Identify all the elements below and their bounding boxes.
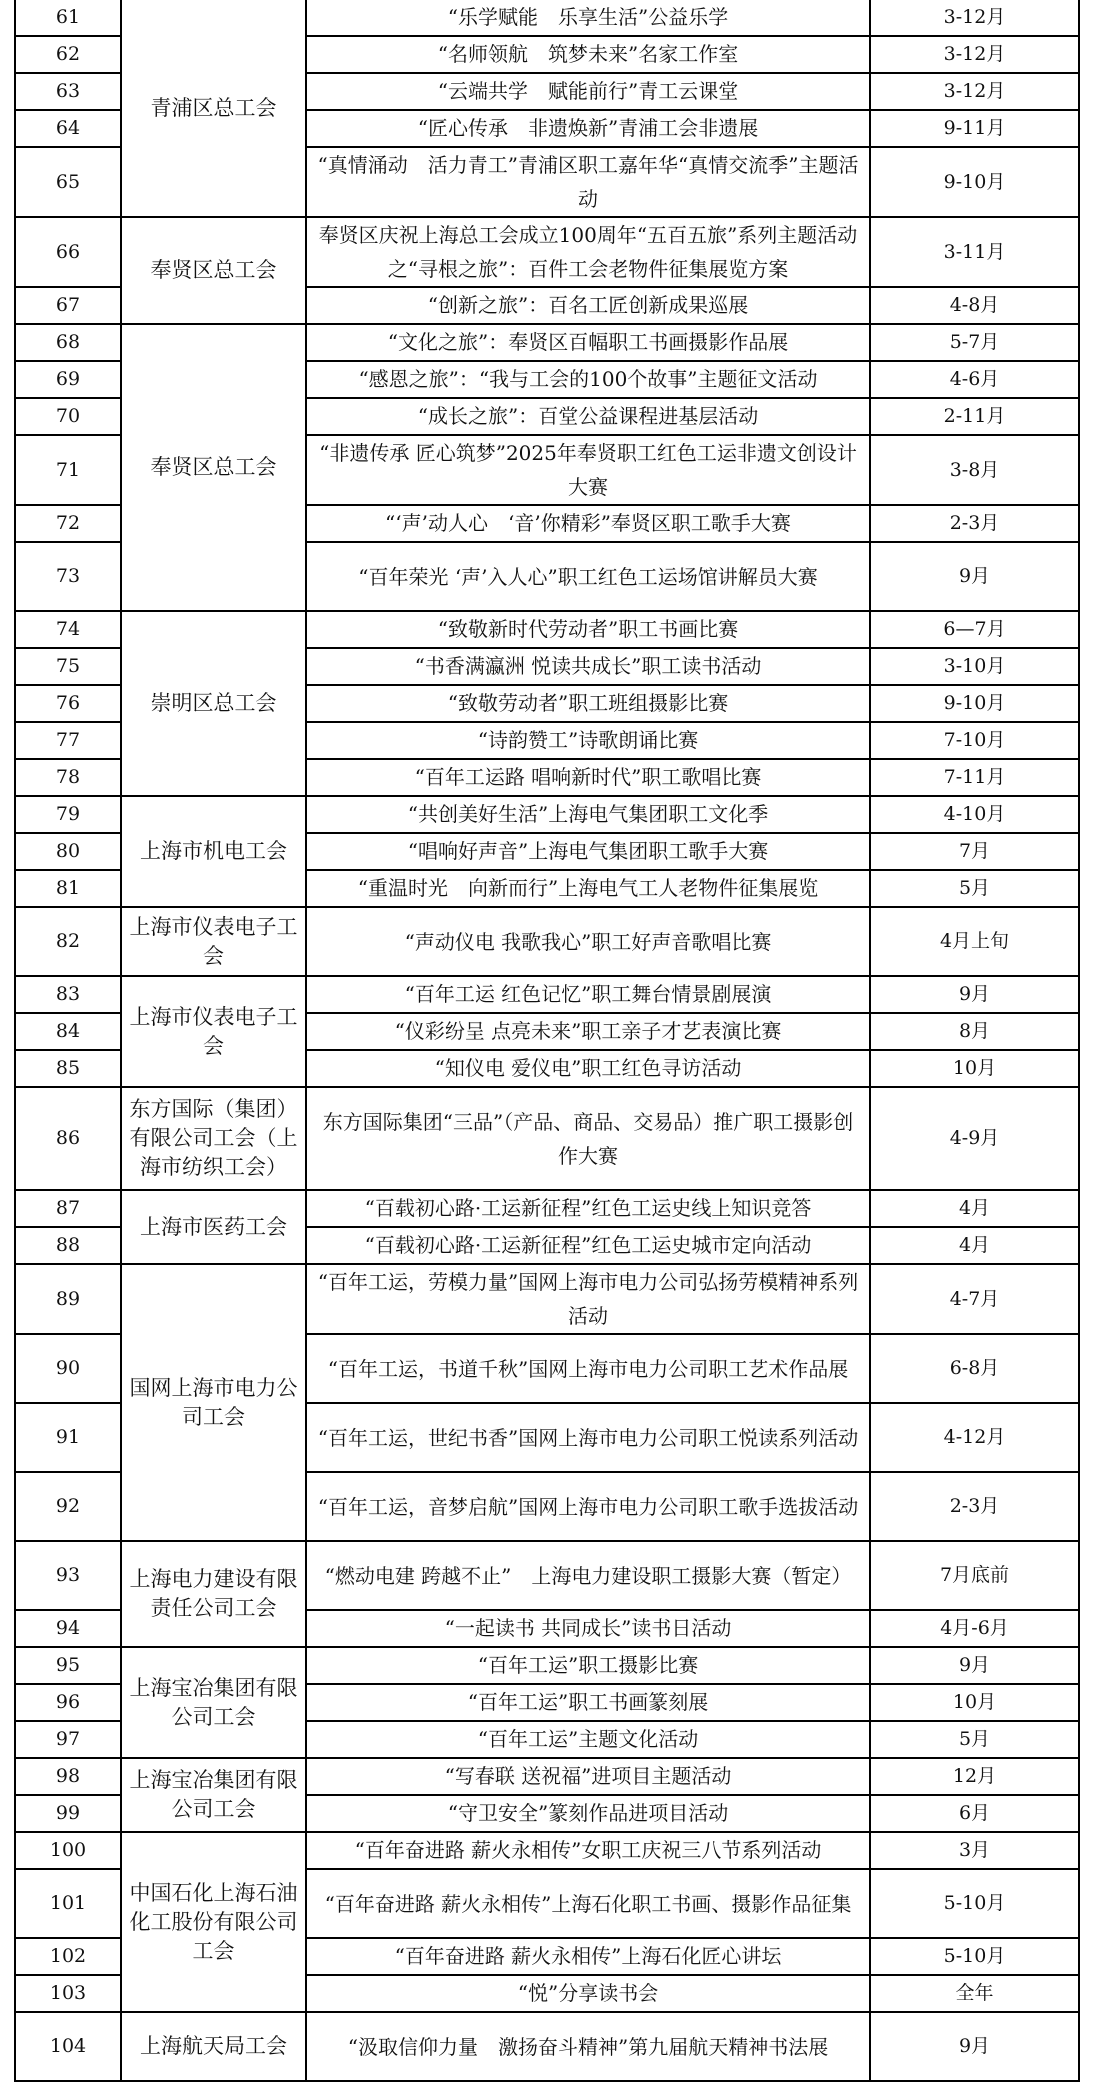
activity-name: “诗韵赞工”诗歌朗诵比赛 [306, 722, 870, 759]
row-number: 101 [15, 1869, 121, 1938]
activity-time: 7-10月 [870, 722, 1079, 759]
activity-name: “书香满瀛洲 悦读共成长”职工读书活动 [306, 648, 870, 685]
table-row [15, 324, 1079, 361]
activity-name: “非遗传承 匠心筑梦”2025年奉贤职工红色工运非遗文创设计大赛 [306, 435, 870, 505]
activity-name: “声动仪电 我歌我心”职工好声音歌唱比赛 [306, 907, 870, 976]
activity-name: “百年工运，世纪书香”国网上海市电力公司职工悦读系列活动 [306, 1403, 870, 1472]
activity-time: 3-12月 [870, 0, 1079, 36]
table-row [15, 217, 1079, 287]
activity-name: 东方国际集团“三品”（产品、商品、交易品）推广职工摄影创作大赛 [306, 1087, 870, 1190]
activity-time: 9月 [870, 542, 1079, 611]
organizer-cell: 国网上海市电力公司工会 [121, 1264, 306, 1541]
activity-time: 9-10月 [870, 147, 1079, 217]
activity-time: 6月 [870, 1795, 1079, 1832]
activity-time: 4-9月 [870, 1087, 1079, 1190]
activity-name: “重温时光 向新而行”上海电气工人老物件征集展览 [306, 870, 870, 907]
activity-time: 6-8月 [870, 1334, 1079, 1403]
activity-table-body [15, 0, 1079, 2081]
row-number: 80 [15, 833, 121, 870]
row-number: 79 [15, 796, 121, 833]
activity-time: 10月 [870, 1684, 1079, 1721]
row-number: 61 [15, 0, 121, 36]
row-number: 90 [15, 1334, 121, 1403]
organizer-cell: 上海宝冶集团有限公司工会 [121, 1758, 306, 1832]
activity-table [14, 0, 1080, 2082]
activity-time: 5月 [870, 1721, 1079, 1758]
row-number: 87 [15, 1190, 121, 1227]
table-row [15, 1541, 1079, 1610]
row-number: 104 [15, 2012, 121, 2081]
activity-name: “百年工运”职工书画篆刻展 [306, 1684, 870, 1721]
activity-time: 3-12月 [870, 73, 1079, 110]
table-row [15, 1087, 1079, 1190]
row-number: 62 [15, 36, 121, 73]
activity-time: 5-10月 [870, 1869, 1079, 1938]
table-row [15, 1758, 1079, 1795]
table-row [15, 611, 1079, 648]
table-row [15, 1190, 1079, 1227]
activity-name: “百年工运”职工摄影比赛 [306, 1647, 870, 1684]
activity-name: “百年工运路 唱响新时代”职工歌唱比赛 [306, 759, 870, 796]
row-number: 85 [15, 1050, 121, 1087]
row-number: 78 [15, 759, 121, 796]
row-number: 93 [15, 1541, 121, 1610]
activity-time: 4-10月 [870, 796, 1079, 833]
row-number: 67 [15, 287, 121, 324]
activity-name: “真情涌动 活力青工”青浦区职工嘉年华“真情交流季”主题活动 [306, 147, 870, 217]
organizer-cell: 上海电力建设有限责任公司工会 [121, 1541, 306, 1647]
activity-time: 7月底前 [870, 1541, 1079, 1610]
activity-time: 4月 [870, 1190, 1079, 1227]
row-number: 70 [15, 398, 121, 435]
activity-name: “守卫安全”篆刻作品进项目活动 [306, 1795, 870, 1832]
activity-name: “汲取信仰力量 激扬奋斗精神”第九届航天精神书法展 [306, 2012, 870, 2081]
activity-name: “燃动电建 跨越不止” 上海电力建设职工摄影大赛（暂定） [306, 1541, 870, 1610]
activity-time: 3-11月 [870, 217, 1079, 287]
activity-name: “百载初心路·工运新征程”红色工运史线上知识竞答 [306, 1190, 870, 1227]
activity-name: 奉贤区庆祝上海总工会成立100周年“五百五旅”系列主题活动之“寻根之旅”：百件工会老物件征集展览方案 [306, 217, 870, 287]
activity-time: 5月 [870, 870, 1079, 907]
activity-name: “百载初心路·工运新征程”红色工运史城市定向活动 [306, 1227, 870, 1264]
activity-time: 8月 [870, 1013, 1079, 1050]
activity-name: “百年奋进路 薪火永相传”女职工庆祝三八节系列活动 [306, 1832, 870, 1869]
organizer-cell: 上海市仪表电子工会 [121, 976, 306, 1087]
activity-name: “感恩之旅”：“我与工会的100个故事”主题征文活动 [306, 361, 870, 398]
table-row [15, 1647, 1079, 1684]
table-row [15, 0, 1079, 36]
row-number: 75 [15, 648, 121, 685]
organizer-cell: 奉贤区总工会 [121, 217, 306, 324]
activity-time: 2-3月 [870, 1472, 1079, 1541]
activity-time: 4月 [870, 1227, 1079, 1264]
row-number: 66 [15, 217, 121, 287]
row-number: 102 [15, 1938, 121, 1975]
activity-name: “名师领航 筑梦未来”名家工作室 [306, 36, 870, 73]
activity-name: “文化之旅”：奉贤区百幅职工书画摄影作品展 [306, 324, 870, 361]
activity-name: “唱响好声音”上海电气集团职工歌手大赛 [306, 833, 870, 870]
row-number: 89 [15, 1264, 121, 1334]
organizer-cell: 崇明区总工会 [121, 611, 306, 796]
organizer-cell: 上海宝冶集团有限公司工会 [121, 1647, 306, 1758]
activity-name: “百年工运，音梦启航”国网上海市电力公司职工歌手选拔活动 [306, 1472, 870, 1541]
activity-time: 5-7月 [870, 324, 1079, 361]
activity-time: 9-10月 [870, 685, 1079, 722]
activity-name: “乐学赋能 乐享生活”公益乐学 [306, 0, 870, 36]
row-number: 81 [15, 870, 121, 907]
organizer-cell: 奉贤区总工会 [121, 324, 306, 611]
row-number: 96 [15, 1684, 121, 1721]
activity-name: “致敬新时代劳动者”职工书画比赛 [306, 611, 870, 648]
organizer-cell: 上海市机电工会 [121, 796, 306, 907]
activity-name: “‘声’动人心 ‘音’你精彩”奉贤区职工歌手大赛 [306, 505, 870, 542]
activity-time: 2-3月 [870, 505, 1079, 542]
row-number: 77 [15, 722, 121, 759]
row-number: 97 [15, 1721, 121, 1758]
activity-time: 12月 [870, 1758, 1079, 1795]
activity-time: 9月 [870, 2012, 1079, 2081]
activity-name: “百年工运，书道千秋”国网上海市电力公司职工艺术作品展 [306, 1334, 870, 1403]
row-number: 74 [15, 611, 121, 648]
row-number: 95 [15, 1647, 121, 1684]
activity-name: “匠心传承 非遗焕新”青浦工会非遗展 [306, 110, 870, 147]
activity-name: “百年奋进路 薪火永相传”上海石化匠心讲坛 [306, 1938, 870, 1975]
table-row [15, 796, 1079, 833]
organizer-cell: 上海市医药工会 [121, 1190, 306, 1264]
activity-time: 5-10月 [870, 1938, 1079, 1975]
row-number: 84 [15, 1013, 121, 1050]
row-number: 65 [15, 147, 121, 217]
organizer-cell: 东方国际（集团）有限公司工会（上海市纺织工会） [121, 1087, 306, 1190]
activity-name: “一起读书 共同成长”读书日活动 [306, 1610, 870, 1647]
row-number: 63 [15, 73, 121, 110]
table-row [15, 907, 1079, 976]
activity-name: “知仪电 爱仪电”职工红色寻访活动 [306, 1050, 870, 1087]
activity-time: 7-11月 [870, 759, 1079, 796]
organizer-cell: 上海市仪表电子工会 [121, 907, 306, 976]
table-row [15, 976, 1079, 1013]
organizer-cell: 青浦区总工会 [121, 0, 306, 217]
organizer-cell: 中国石化上海石油化工股份有限公司工会 [121, 1832, 306, 2012]
row-number: 69 [15, 361, 121, 398]
activity-name: “百年工运，劳模力量”国网上海市电力公司弘扬劳模精神系列活动 [306, 1264, 870, 1334]
row-number: 76 [15, 685, 121, 722]
row-number: 103 [15, 1975, 121, 2012]
activity-name: “共创美好生活”上海电气集团职工文化季 [306, 796, 870, 833]
row-number: 100 [15, 1832, 121, 1869]
activity-name: “创新之旅”：百名工匠创新成果巡展 [306, 287, 870, 324]
activity-name: “仪彩纷呈 点亮未来”职工亲子才艺表演比赛 [306, 1013, 870, 1050]
table-row [15, 1832, 1079, 1869]
activity-time: 4-7月 [870, 1264, 1079, 1334]
activity-time: 3-8月 [870, 435, 1079, 505]
organizer-cell: 上海航天局工会 [121, 2012, 306, 2081]
activity-name: “云端共学 赋能前行”青工云课堂 [306, 73, 870, 110]
table-row [15, 1264, 1079, 1334]
activity-time: 10月 [870, 1050, 1079, 1087]
row-number: 92 [15, 1472, 121, 1541]
row-number: 99 [15, 1795, 121, 1832]
activity-time: 9-11月 [870, 110, 1079, 147]
row-number: 73 [15, 542, 121, 611]
row-number: 88 [15, 1227, 121, 1264]
activity-time: 4-8月 [870, 287, 1079, 324]
activity-time: 4-6月 [870, 361, 1079, 398]
activity-time: 全年 [870, 1975, 1079, 2012]
activity-name: “写春联 送祝福”进项目主题活动 [306, 1758, 870, 1795]
activity-time: 4月-6月 [870, 1610, 1079, 1647]
activity-time: 9月 [870, 976, 1079, 1013]
activity-time: 9月 [870, 1647, 1079, 1684]
activity-name: “成长之旅”：百堂公益课程进基层活动 [306, 398, 870, 435]
row-number: 64 [15, 110, 121, 147]
activity-time: 3-12月 [870, 36, 1079, 73]
activity-time: 4-12月 [870, 1403, 1079, 1472]
row-number: 83 [15, 976, 121, 1013]
row-number: 82 [15, 907, 121, 976]
activity-time: 4月上旬 [870, 907, 1079, 976]
activity-time: 3月 [870, 1832, 1079, 1869]
row-number: 86 [15, 1087, 121, 1190]
row-number: 94 [15, 1610, 121, 1647]
row-number: 68 [15, 324, 121, 361]
row-number: 98 [15, 1758, 121, 1795]
activity-name: “百年工运 红色记忆”职工舞台情景剧展演 [306, 976, 870, 1013]
table-row [15, 2012, 1079, 2081]
activity-name: “悦”分享读书会 [306, 1975, 870, 2012]
activity-name: “百年奋进路 薪火永相传”上海石化职工书画、摄影作品征集 [306, 1869, 870, 1938]
activity-time: 7月 [870, 833, 1079, 870]
activity-time: 3-10月 [870, 648, 1079, 685]
activity-name: “致敬劳动者”职工班组摄影比赛 [306, 685, 870, 722]
activity-name: “百年荣光 ‘声’入人心”职工红色工运场馆讲解员大赛 [306, 542, 870, 611]
activity-name: “百年工运”主题文化活动 [306, 1721, 870, 1758]
row-number: 71 [15, 435, 121, 505]
activity-time: 2-11月 [870, 398, 1079, 435]
row-number: 72 [15, 505, 121, 542]
activity-time: 6—7月 [870, 611, 1079, 648]
row-number: 91 [15, 1403, 121, 1472]
